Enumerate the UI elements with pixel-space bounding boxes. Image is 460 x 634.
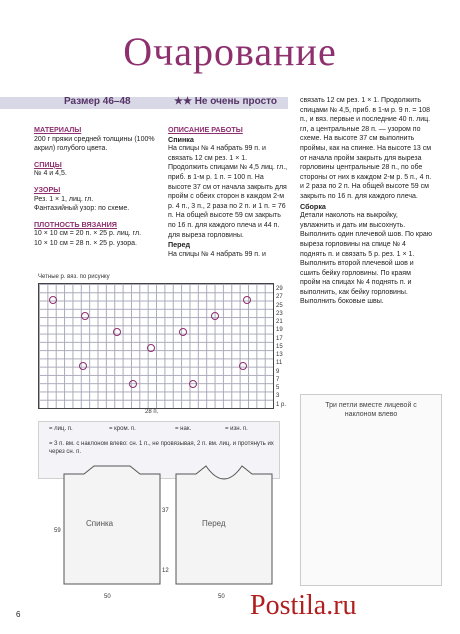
patterns-line-2: Фантазийный узор: по схеме.: [34, 205, 130, 213]
chart-width-label: 28 п.: [145, 409, 159, 415]
density-heading: ПЛОТНОСТЬ ВЯЗАНИЯ: [34, 219, 117, 229]
legend-purl: = изн. п.: [225, 426, 248, 432]
front-heading: Перед: [168, 240, 191, 250]
front-width-label: 50: [218, 594, 225, 600]
inset-caption: Три петли вместе лицевой с наклоном влево: [325, 402, 417, 418]
left-column: [34, 125, 162, 249]
density-line-2: 10 × 10 см = 28 п. × 25 р. узора.: [34, 239, 137, 247]
legend-note: = 3 п. вм. с наклоном влево: сн. 1 п., не провязывая, 2 п. вм. лиц. и протянуть их через сн. п.: [49, 441, 274, 455]
watermark: Postila.ru: [250, 590, 357, 621]
armhole-height-label: 37: [162, 508, 169, 514]
knitting-chart: [38, 283, 274, 409]
row-numbers: 29 27 25 23 21 19 17 15 13 11 9 7 5 3 1 р.: [276, 286, 287, 408]
page-number: 6: [16, 610, 21, 619]
patterns-line-1: Рез. 1 × 1, лиц. гл.: [34, 195, 94, 203]
stitch-inset: [300, 394, 442, 586]
size-label: Размер 46–48: [64, 96, 131, 107]
back-label: Спинка: [86, 519, 114, 528]
middle-column: [168, 125, 288, 259]
back-text: На спицы № 4 набрать 99 п. и связать 12 см рез. 1 × 1. Продолжить спицами № 4,5 лиц. гл., приб. в 1-м р. 1 п. = 100 п. На высоте 37 см от начала закрыть для пройм с обеих сторон в каждом 2-м р. 4 п., 3 п., 2 раза по 2 п. и 1 п. = 76 п. На общей высоте 59 см закрыть по 16 п. для каждого плеча и 44 п. для выреза горловины.: [168, 145, 288, 239]
assembly-heading: Сборка: [300, 201, 326, 211]
legend-knit: = лиц. п.: [49, 426, 73, 432]
legend-yarnover: = нак.: [175, 426, 192, 432]
front-continued-text: связать 12 см рез. 1 × 1. Продолжить спицами № 4,5, приб. в 1-м р. 9 п. = 108 п., и вяз. первые и последние 40 п. лиц. гл, а центральные 28 п. — узором по схеме. На высоте 37 см выполнить проймы, как на спинке. На высоте 13 см от начала пройм закрыть для выреза горловины центральные 28 п., по обе стороны от них в каждом 2-м р. 5 п., 4 п. и 2 раза по 2 п. На общей высоте 59 см закрыть по 16 п. для каждого плеча.: [300, 97, 432, 200]
needles-text: № 4 и 4,5.: [34, 170, 67, 178]
difficulty-label: ★★ Не очень просто: [174, 96, 278, 107]
front-label: Перед: [202, 519, 226, 528]
materials-text: 200 г пряжи средней толщины (100% акрил) голубого цвета.: [34, 135, 155, 153]
assembly-text: Детали наколоть на выкройку, увлажнить и дать им высохнуть. Выполнить один плечевой шов. По краю выреза горловины на спице № 4 поднять п. и связать 5 р. рез. 1 × 1. Выполнить второй плечевой шов и сшить бейку горловины. По краям пройм на спицах № 4 поднять п. и выполнить, как бейку горловины. Выполнить боковые швы.: [300, 212, 432, 306]
materials-heading: МАТЕРИАЛЫ: [34, 125, 82, 134]
chart-top-note: Четные р. вяз. по рисунку: [38, 274, 110, 280]
front-text: На спицы № 4 набрать 99 п. и: [168, 250, 266, 258]
description-heading: ОПИСАНИЕ РАБОТЫ: [168, 125, 243, 134]
right-column: [300, 96, 432, 307]
page-title: Очарование: [123, 29, 337, 74]
patterns-heading: УЗОРЫ: [34, 184, 61, 194]
ribbing-height-label: 12: [162, 568, 169, 574]
back-heading: Спинка: [168, 134, 194, 144]
schematic-diagram: [34, 454, 284, 604]
needles-heading: СПИЦЫ: [34, 159, 62, 169]
legend-edge: = кром. п.: [109, 426, 136, 432]
height-label: 59: [54, 528, 61, 534]
density-line-1: 10 × 10 см = 20 п. × 25 р. лиц. гл.: [34, 230, 142, 238]
back-width-label: 50: [104, 594, 111, 600]
